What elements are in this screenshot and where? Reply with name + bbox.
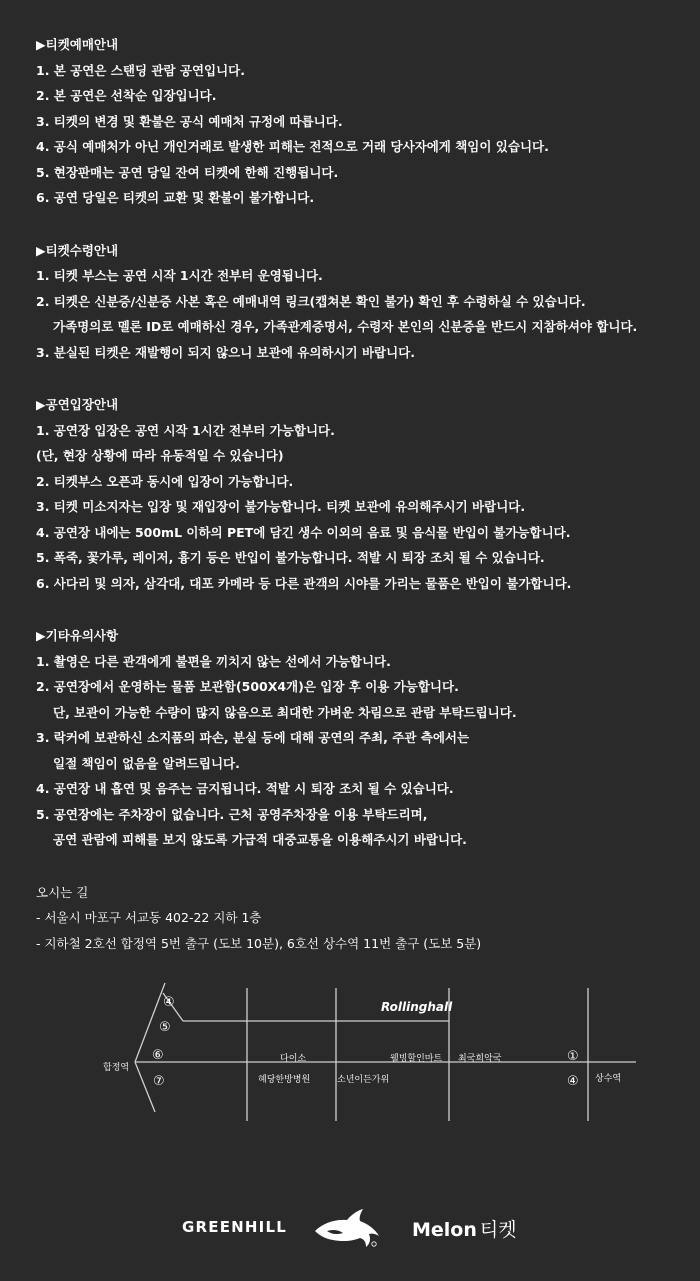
directions-heading: 오시는 길 xyxy=(36,884,89,900)
section-heading: ▶티켓예매안내 xyxy=(36,37,119,52)
notice-line: 2. 티켓부스 오픈과 동시에 입장이 가능합니다. xyxy=(36,473,294,489)
map-road-diagonal-2 xyxy=(135,1062,155,1112)
notice-line: 단, 보관이 가능한 수량이 많지 않음으로 최대한 가벼운 차림으로 관람 부탁드립니다. xyxy=(53,704,517,720)
notice-line: 1. 티켓 부스는 공연 시작 1시간 전부터 운영됩니다. xyxy=(36,268,323,283)
notice-line: 2. 티켓은 신분증/신분증 사본 혹은 예매내역 링크(캡쳐본 확인 불가) 확인 후 수령하실 수 있습니다. xyxy=(36,293,586,309)
section-heading: ▶공연입장안내 xyxy=(36,397,119,412)
notice-line: 5. 현장판매는 공연 당일 잔여 티켓에 한해 진행됩니다. xyxy=(36,164,339,180)
exit-left-6: ⑥ xyxy=(152,1048,164,1063)
notice-line: 1. 본 공연은 스탠딩 관람 공연입니다. xyxy=(36,62,246,78)
section-heading: ▶티켓수령안내 xyxy=(36,242,119,258)
exit-left-5: ⑤ xyxy=(159,1020,171,1035)
orca-logo-icon xyxy=(313,1209,383,1249)
section-heading: ▶기타유의사항 xyxy=(36,628,119,643)
notice-line: 6. 공연 당일은 티켓의 교환 및 환불이 불가합니다. xyxy=(36,190,315,205)
melon-brand-text: Melon xyxy=(412,1219,477,1241)
notice-line: 일절 책임이 없음을 알려드립니다. xyxy=(53,755,240,771)
station-sangsu-label: 상수역 xyxy=(595,1074,622,1084)
notice-line: 4. 공연장 내에는 500mL 이하의 PET에 담긴 생수 이외의 음료 및 음식물 반입이 불가능합니다. xyxy=(36,524,571,540)
directions-line: - 서울시 마포구 서교동 402-22 지하 1층 xyxy=(36,910,262,925)
notice-line: 가족명의로 멜론 ID로 예매하신 경우, 가족관계증명서, 수령자 본인의 신분증을 반드시 지참하셔야 합니다. xyxy=(53,319,638,334)
melon-ticket-text: 티켓 xyxy=(479,1219,517,1241)
notice-line: 3. 티켓 미소지자는 입장 및 재입장이 불가능합니다. 티켓 보관에 유의해주시기 바랍니다. xyxy=(36,499,526,514)
station-hapjeong-label: 합정역 xyxy=(103,1063,130,1073)
melon-ticket-logo xyxy=(412,1215,517,1242)
notice-line: 5. 폭죽, 꽃가루, 레이저, 흉기 등은 반입이 불가능합니다. 적발 시 퇴장 조치 될 수 있습니다. xyxy=(36,550,545,565)
notice-line: 3. 락커에 보관하신 소지품의 파손, 분실 등에 대해 공연의 주최, 주관 측에서는 xyxy=(36,730,470,745)
notice-line: 1. 공연장 입장은 공연 시작 1시간 전부터 가능합니다. xyxy=(36,422,335,438)
notice-content xyxy=(36,32,676,983)
footer-logos xyxy=(0,1209,700,1249)
landmark-restaurant: 최국희악국 xyxy=(458,1054,502,1064)
exit-right-4: ④ xyxy=(567,1074,579,1089)
notice-section xyxy=(36,238,676,366)
notice-section xyxy=(36,392,676,596)
exit-right-1: ① xyxy=(567,1049,579,1064)
notice-line: 1. 촬영은 다른 관객에게 불편을 끼치지 않는 선에서 가능합니다. xyxy=(36,653,391,669)
greenhill-logo: GREENHILL xyxy=(182,1218,287,1236)
notice-line: 4. 공식 예매처가 아닌 개인거래로 발생한 피해는 전적으로 거래 당사자에게 책임이 있습니다. xyxy=(36,139,549,154)
exit-left-4: ④ xyxy=(163,995,175,1010)
notice-line: 4. 공연장 내 흡연 및 음주는 금지됩니다. 적발 시 퇴장 조치 될 수 있습니다. xyxy=(36,781,454,796)
notice-line: 공연 관람에 피해를 보지 않도록 가급적 대중교통을 이용해주시기 바랍니다. xyxy=(53,832,467,847)
notice-line: 3. 티켓의 변경 및 환불은 공식 예매처 규정에 따릅니다. xyxy=(36,113,343,129)
landmark-daiso: 다이소 xyxy=(280,1054,307,1064)
notice-line: 2. 공연장에서 운영하는 물품 보관함(500X4개)은 입장 후 이용 가능합니다. xyxy=(36,679,459,694)
notice-section xyxy=(36,623,676,853)
notice-section xyxy=(36,32,676,211)
directions-line: - 지하철 2호선 합정역 5번 출구 (도보 10분), 6호선 상수역 11번 출구 (도보 5분) xyxy=(36,935,482,951)
exit-left-7: ⑦ xyxy=(153,1074,165,1089)
notice-line: 3. 분실된 티켓은 재발행이 되지 않으니 보관에 유의하시기 바랍니다. xyxy=(36,344,416,360)
landmark-wellbeing: 웰빙할인마트 xyxy=(390,1054,443,1064)
landmark-shop: 소년이든가위 xyxy=(337,1075,390,1085)
notice-line: (단, 현장 상황에 따라 유동적일 수 있습니다) xyxy=(36,448,284,463)
directions-section xyxy=(36,880,676,957)
venue-map xyxy=(0,975,700,1150)
notice-line: 5. 공연장에는 주차장이 없습니다. 근처 공영주차장을 이용 부탁드리며, xyxy=(36,806,428,822)
notice-line: 6. 사다리 및 의자, 삼각대, 대포 카메라 등 다른 관객의 시야를 가리는 물품은 반입이 불가합니다. xyxy=(36,575,572,591)
venue-rollinghall-label: Rollinghall xyxy=(381,1000,453,1014)
landmark-hospital: 혜당한방병원 xyxy=(258,1075,311,1085)
notice-line: 2. 본 공연은 선착순 입장입니다. xyxy=(36,88,217,103)
